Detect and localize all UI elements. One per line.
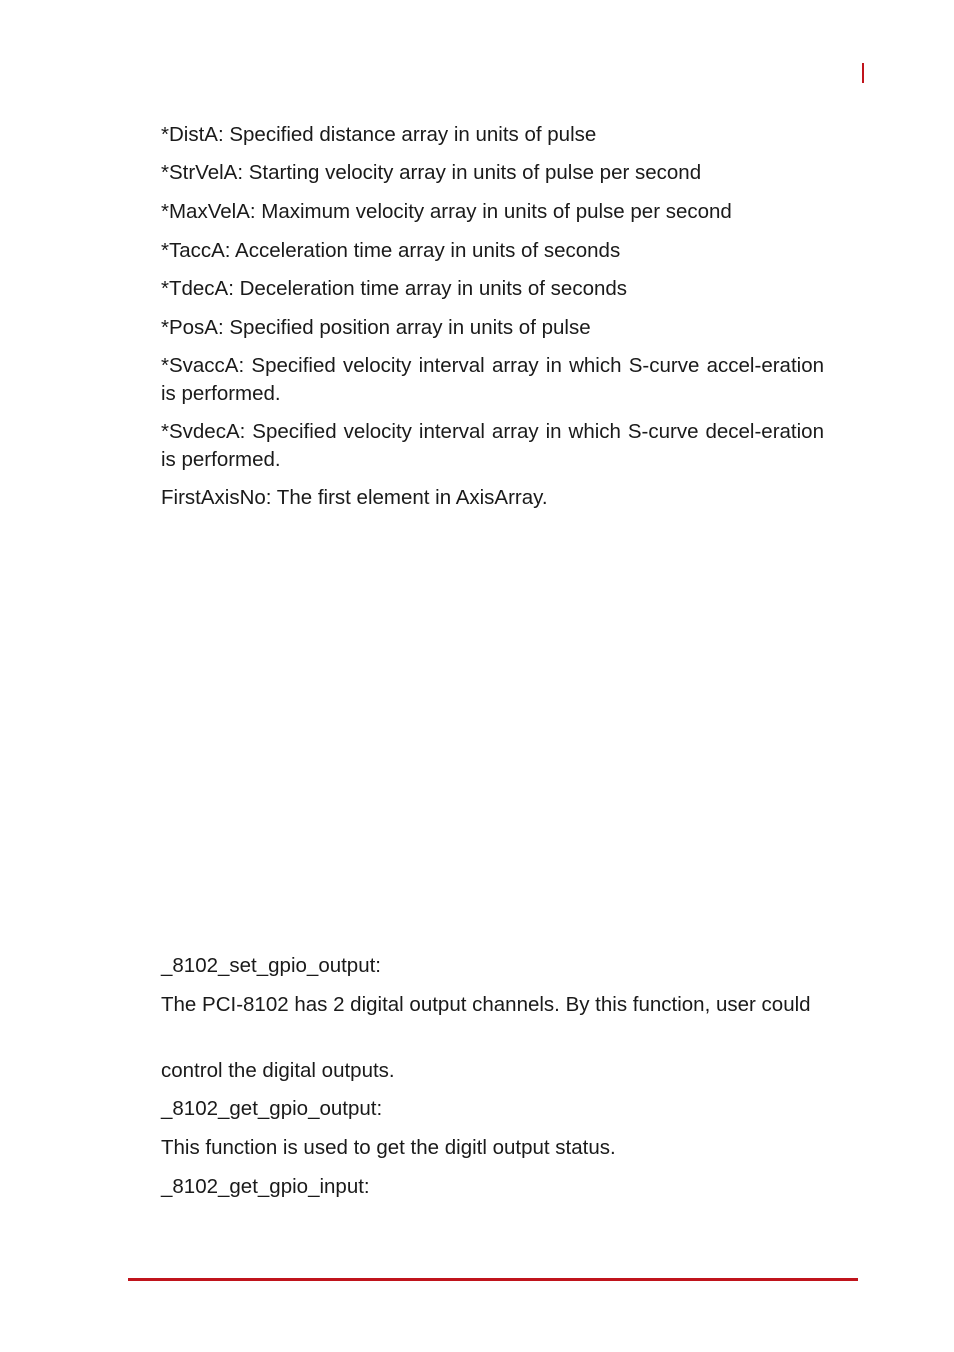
set-gpio-description-cont: control the digital outputs. bbox=[161, 1059, 395, 1082]
param-dista: *DistA: Specified distance array in units of pulse bbox=[161, 123, 597, 146]
param-strvela: *StrVelA: Starting velocity array in units of pulse per second bbox=[161, 161, 702, 184]
param-maxvela: *MaxVelA: Maximum velocity array in units of pulse per second bbox=[161, 200, 732, 223]
param-firstaxisno: FirstAxisNo: The first element in AxisArray. bbox=[161, 486, 548, 509]
param-tdeca: *TdecA: Deceleration time array in units of seconds bbox=[161, 277, 628, 300]
param-svdeca: *SvdecA: Specified velocity interval array in which S-curve decel-eration is performed. bbox=[161, 420, 824, 471]
set-gpio-description: The PCI-8102 has 2 digital output channels. By this function, user could bbox=[161, 993, 811, 1016]
function-get-gpio-output: _8102_get_gpio_output: bbox=[161, 1097, 383, 1120]
function-get-gpio-input: _8102_get_gpio_input: bbox=[161, 1175, 370, 1198]
param-svacca: *SvaccA: Specified velocity interval array in which S-curve accel-eration is performed. bbox=[161, 354, 824, 405]
get-gpio-output-description: This function is used to get the digitl output status. bbox=[161, 1136, 616, 1159]
param-posa: *PosA: Specified position array in units of pulse bbox=[161, 316, 591, 339]
function-set-gpio-output: _8102_set_gpio_output: bbox=[161, 954, 382, 977]
footer-rule bbox=[128, 1278, 858, 1281]
header-accent-bar bbox=[862, 63, 864, 83]
param-tacca: *TaccA: Acceleration time array in units of seconds bbox=[161, 239, 621, 262]
